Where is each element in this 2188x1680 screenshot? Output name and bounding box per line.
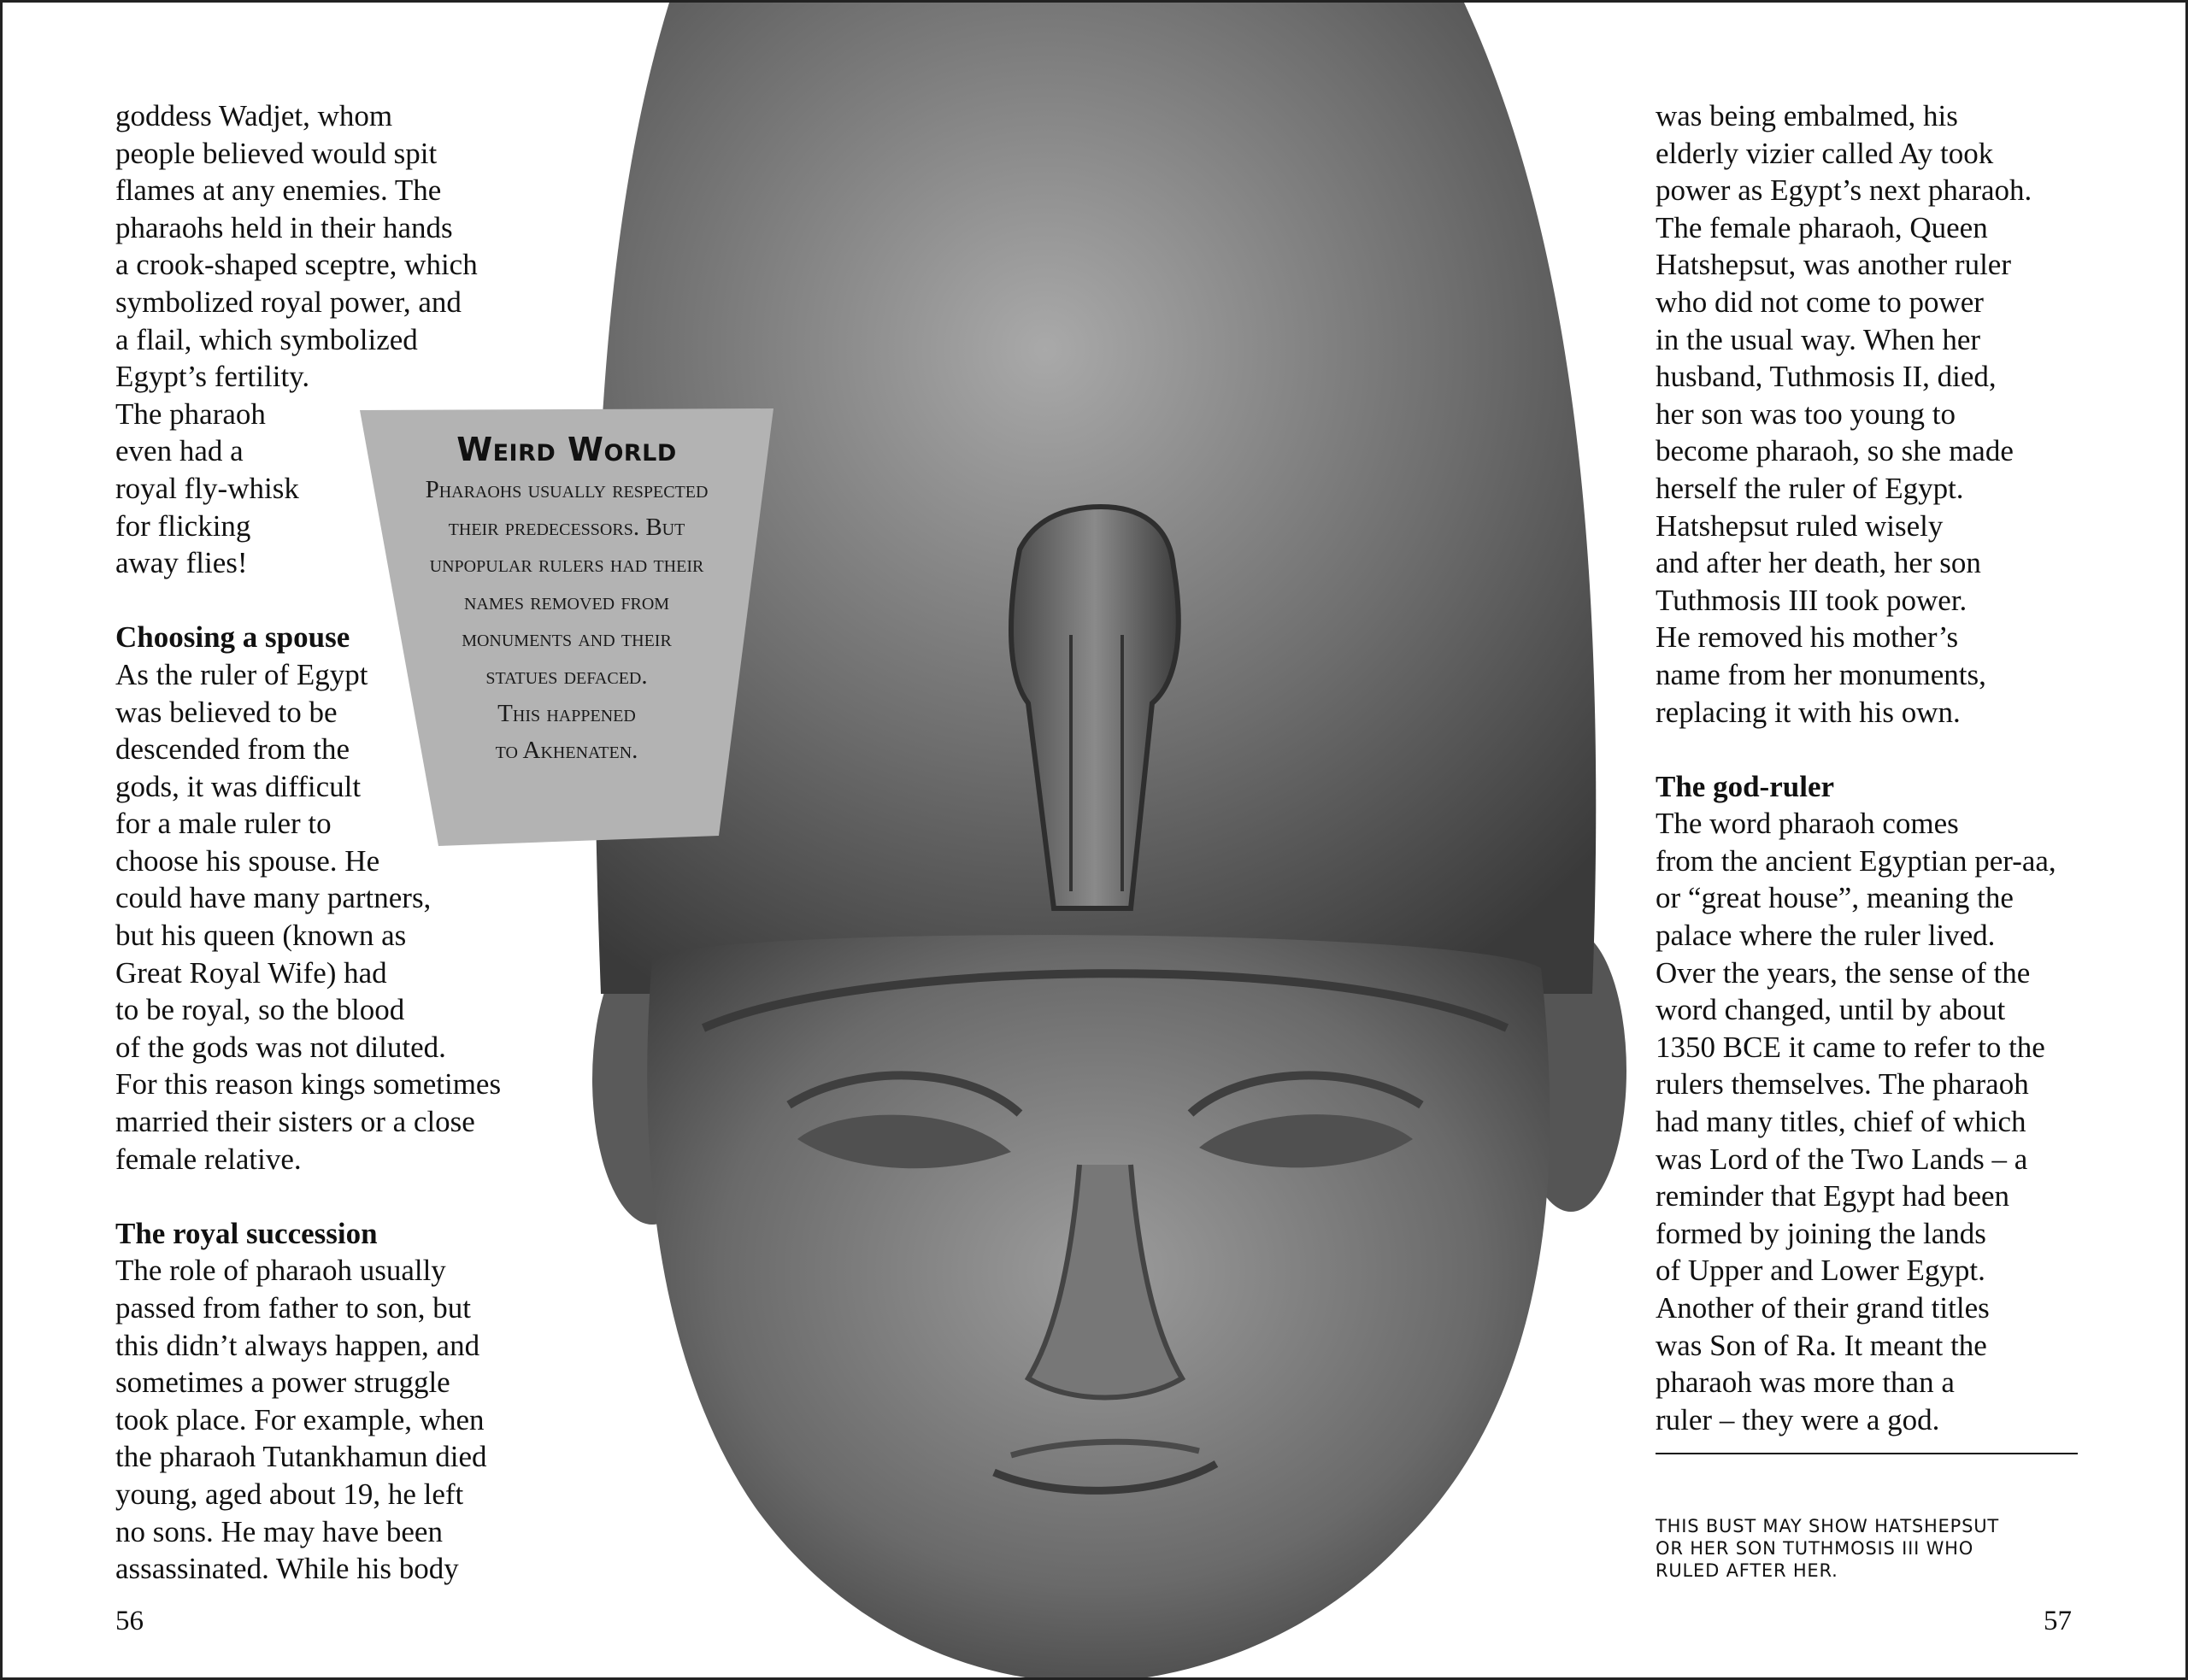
caption-line: OR HER SON TUTHMOSIS III WHO bbox=[1656, 1538, 1974, 1559]
text-line: Tuthmosis III took power. bbox=[1656, 583, 1967, 617]
text-line: away flies! bbox=[115, 546, 248, 580]
text-line: reminder that Egypt had been bbox=[1656, 1179, 2010, 1213]
text-line: the pharaoh Tutankhamun died bbox=[115, 1440, 487, 1474]
page-number-left: 56 bbox=[115, 1606, 144, 1636]
page-number-right: 57 bbox=[2044, 1606, 2072, 1636]
text-line: Another of their grand titles bbox=[1656, 1291, 1990, 1325]
section-heading: The royal succession bbox=[115, 1216, 378, 1250]
text-line: palace where the ruler lived. bbox=[1656, 919, 1996, 953]
paragraph-gap bbox=[115, 1178, 501, 1215]
text-line: For this reason kings sometimes bbox=[115, 1067, 502, 1101]
text-line: of Upper and Lower Egypt. bbox=[1656, 1254, 1985, 1288]
text-line: rulers themselves. The pharaoh bbox=[1656, 1067, 2029, 1101]
text-line: choose his spouse. He bbox=[115, 843, 380, 878]
text-line: a flail, which symbolized bbox=[115, 322, 418, 356]
text-line: a crook-shaped sceptre, which bbox=[115, 248, 478, 282]
text-line: elderly vizier called Ay took bbox=[1656, 136, 1994, 170]
text-line: The word pharaoh comes bbox=[1656, 807, 1959, 841]
image-caption bbox=[1656, 1515, 2078, 1582]
text-line: her son was too young to bbox=[1656, 397, 1956, 431]
weird-world-line: to Akhenaten. bbox=[495, 737, 638, 765]
weird-world-line: This happened bbox=[497, 699, 636, 727]
text-line: become pharaoh, so she made bbox=[1656, 434, 2014, 468]
text-line: was Son of Ra. It meant the bbox=[1656, 1328, 1987, 1362]
weird-world-line: statues defaced. bbox=[485, 661, 648, 690]
text-line: from the ancient Egyptian per-aa, bbox=[1656, 843, 2056, 878]
weird-world-line: unpopular rulers had their bbox=[429, 550, 704, 579]
text-line: Hatshepsut ruled wisely bbox=[1656, 508, 1944, 543]
text-line: even had a bbox=[115, 434, 244, 468]
text-line: female relative. bbox=[115, 1142, 302, 1176]
text-line: assassinated. While his body bbox=[115, 1552, 459, 1586]
text-line: took place. For example, when bbox=[115, 1402, 485, 1436]
text-line: flames at any enemies. The bbox=[115, 173, 442, 208]
text-line: was believed to be bbox=[115, 695, 338, 729]
paragraph-gap bbox=[1656, 731, 2056, 768]
text-line: name from her monuments, bbox=[1656, 657, 1986, 691]
caption-rule bbox=[1656, 1453, 2078, 1454]
caption-line: RULED AFTER HER. bbox=[1656, 1560, 1838, 1581]
text-line: for flicking bbox=[115, 508, 251, 543]
text-line: Hatshepsut, was another ruler bbox=[1656, 248, 2011, 282]
text-line: symbolized royal power, and bbox=[115, 285, 462, 319]
text-line: of the gods was not diluted. bbox=[115, 1030, 446, 1064]
text-line: goddess Wadjet, whom bbox=[115, 99, 393, 132]
text-line: descended from the bbox=[115, 732, 350, 767]
text-line: As the ruler of Egypt bbox=[115, 657, 368, 691]
text-line: had many titles, chief of which bbox=[1656, 1105, 2026, 1139]
weird-world-line: monuments and their bbox=[462, 625, 672, 653]
text-line: pharaoh was more than a bbox=[1656, 1366, 1955, 1400]
text-line: power as Egypt’s next pharaoh. bbox=[1656, 173, 2032, 208]
text-line: formed by joining the lands bbox=[1656, 1216, 1986, 1250]
text-line: in the usual way. When her bbox=[1656, 322, 1981, 356]
text-line: could have many partners, bbox=[115, 881, 432, 915]
text-line: The role of pharaoh usually bbox=[115, 1254, 446, 1288]
text-line: royal fly-whisk bbox=[115, 471, 299, 505]
section-heading: Choosing a spouse bbox=[115, 620, 350, 655]
text-line: young, aged about 19, he left bbox=[115, 1477, 464, 1511]
weird-world-line: Pharaohs usually respected bbox=[425, 476, 709, 503]
weird-world-line: their predecessors. But bbox=[448, 513, 685, 541]
text-line: Great Royal Wife) had bbox=[115, 955, 387, 990]
weird-world-line: names removed from bbox=[463, 587, 670, 615]
text-line: to be royal, so the blood bbox=[115, 993, 405, 1027]
weird-world-body bbox=[360, 472, 773, 770]
text-line: but his queen (known as bbox=[115, 919, 407, 953]
text-line: The female pharaoh, Queen bbox=[1656, 210, 1988, 244]
text-line: 1350 BCE it came to refer to the bbox=[1656, 1030, 2045, 1064]
text-line: pharaohs held in their hands bbox=[115, 210, 453, 244]
text-line: for a male ruler to bbox=[115, 807, 332, 841]
text-line: married their sisters or a close bbox=[115, 1105, 475, 1139]
text-line: passed from father to son, but bbox=[115, 1291, 472, 1325]
text-line: sometimes a power struggle bbox=[115, 1366, 450, 1400]
text-line: who did not come to power bbox=[1656, 285, 1984, 319]
caption-line: THIS BUST MAY SHOW HATSHEPSUT bbox=[1656, 1516, 2000, 1536]
text-line: word changed, until by about bbox=[1656, 993, 2006, 1027]
text-line: gods, it was difficult bbox=[115, 769, 362, 803]
text-line: replacing it with his own. bbox=[1656, 695, 1961, 729]
text-line: was being embalmed, his bbox=[1656, 99, 1958, 132]
right-column-text bbox=[1656, 97, 2056, 1438]
weird-world-title: Weird World bbox=[456, 431, 677, 468]
text-line: or “great house”, meaning the bbox=[1656, 881, 2014, 915]
text-line: and after her death, her son bbox=[1656, 546, 1981, 580]
text-line: this didn’t always happen, and bbox=[115, 1328, 480, 1362]
section-heading: The god-ruler bbox=[1656, 769, 1835, 803]
text-line: no sons. He may have been bbox=[115, 1514, 443, 1548]
text-line: was Lord of the Two Lands – a bbox=[1656, 1142, 2028, 1176]
text-line: Over the years, the sense of the bbox=[1656, 955, 2031, 990]
text-line: husband, Tuthmosis II, died, bbox=[1656, 360, 1997, 394]
text-line: people believed would spit bbox=[115, 136, 438, 170]
text-line: ruler – they were a god. bbox=[1656, 1402, 1940, 1436]
text-line: herself the ruler of Egypt. bbox=[1656, 471, 1964, 505]
text-line: The pharaoh bbox=[115, 397, 266, 431]
text-line: He removed his mother’s bbox=[1656, 620, 1959, 655]
weird-world-panel bbox=[360, 408, 773, 846]
text-line: Egypt’s fertility. bbox=[115, 360, 310, 394]
